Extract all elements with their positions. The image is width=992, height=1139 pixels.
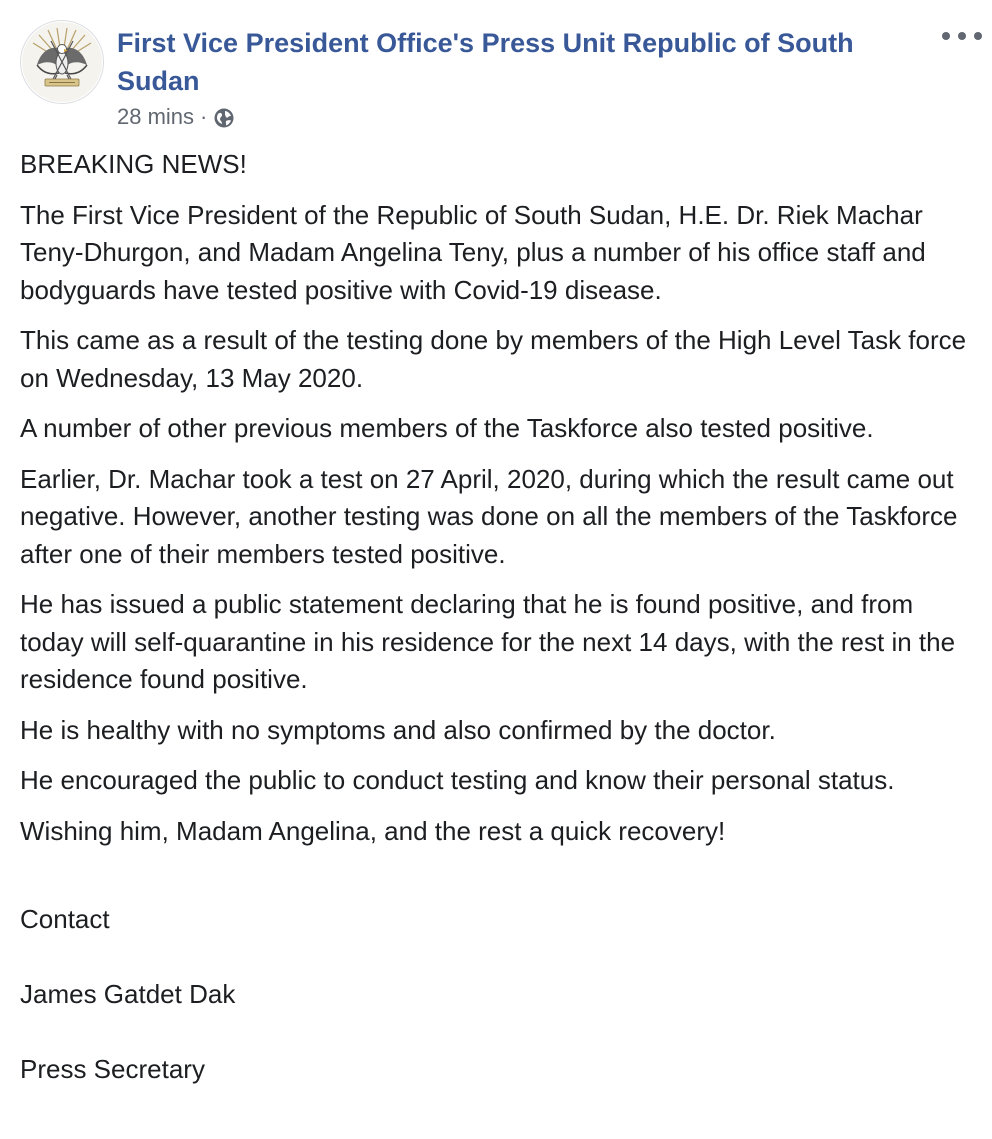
more-dot [958,32,966,40]
coat-of-arms-icon [21,21,103,103]
post-paragraph: The First Vice President of the Republic of South Sudan, H.E. Dr. Riek Machar Teny-Dhurgon, and Madam Angelina Teny, plus a number of his office staff and bodyguards have tested positive with Covid-19 disease. [20,199,926,305]
post-paragraph: This came as a result of the testing done by members of the High Level Task force on Wednesday, 13 May 2020. [20,325,967,393]
contact-block [20,863,970,1126]
post-paragraph: Earlier, Dr. Machar took a test on 27 April, 2020, during which the result came out negative. However, another testing was done on all the members of the Taskforce after one of their members tested positive. [20,463,958,569]
post-paragraph: He has issued a public statement declaring that he is found positive, and from today will self-quarantine in his residence for the next 14 days, with the rest in the residence found positive. [20,589,956,694]
contact-label: Contact [20,903,110,934]
post-paragraph: A number of other previous members of the Taskforce also tested positive. [20,413,874,443]
page-avatar[interactable] [20,20,104,104]
post-paragraph: He encouraged the public to conduct testing and know their personal status. [20,765,895,795]
meta-separator: · [200,104,208,129]
globe-icon[interactable] [213,106,235,128]
more-dot [974,32,982,40]
contact-name: James Gatdet Dak [20,978,236,1009]
more-dot [942,32,950,40]
page-author-name[interactable]: First Vice President Office's Press Unit Republic of South Sudan [117,28,854,96]
post-paragraph: BREAKING NEWS! [20,149,247,179]
post-paragraph: Wishing him, Madam Angelina, and the rest a quick recovery! [20,815,726,846]
post-meta [117,101,235,133]
more-options-icon[interactable] [942,24,982,48]
contact-role: Press Secretary [20,1053,205,1084]
post-paragraph: He is healthy with no symptoms and also confirmed by the doctor. [20,714,776,745]
post-timestamp[interactable]: 28 mins [117,104,195,129]
post-body [20,146,970,1139]
